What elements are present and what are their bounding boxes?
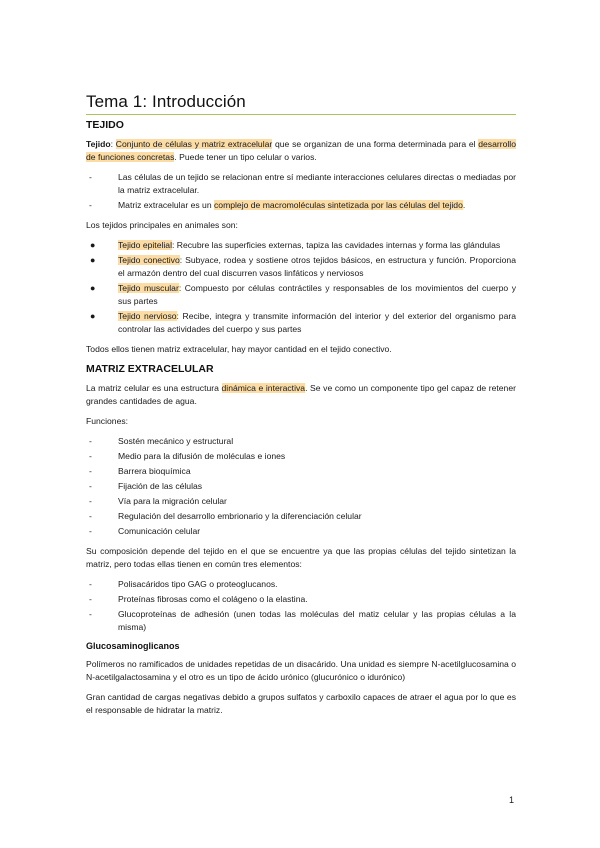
document-page [86,92,516,724]
highlight: complejo de macromoléculas sintetizada por las células del tejido [214,200,463,210]
list-item: - Glucoproteínas de adhesión (unen todas las moléculas del matiz celular y las propias células a la misma) [89,609,516,632]
matriz-intro: La matriz celular es una estructura dinámica e interactiva. Se ve como un componente tipo gel capaz de retener grandes cantidades de agua. [86,383,516,406]
gag-paragraph-2: Gran cantidad de cargas negativas debido a grupos sulfatos y carboxilo capaces de atraer el agua por lo que es el responsable de hidratar la matriz. [86,692,516,715]
list-item: - Las células de un tejido se relacionan entre sí mediante interacciones celulares directas o mediadas por la matriz extracelular. [89,172,516,195]
list-item: - Barrera bioquímica [89,466,191,476]
list-item: ● Tejido muscular: Compuesto por células contráctiles y responsables de los movimientos del cuerpo y sus partes [90,283,517,306]
list-item: - Matriz extracelular es un complejo de macromoléculas sintetizada por las células del tejido. [89,200,466,210]
tissues-closing: Todos ellos tienen matriz extracelular, hay mayor cantidad en el tejido conectivo. [86,344,392,354]
list-item: - Sostén mecánico y estructural [89,436,234,446]
list-item: ● Tejido epitelial: Recubre las superficies externas, tapiza las cavidades internas y forma las glándulas [90,240,501,250]
list-item: - Regulación del desarrollo embrionario y la diferenciación celular [89,511,362,521]
highlight: Tejido muscular [118,283,179,293]
page-number: 1 [508,795,514,805]
elements-list [86,578,516,634]
list-item: ● Tejido conectivo: Subyace, rodea y sostiene otros tejidos básicos, en estructura y función. Proporciona el armazón dentro del cual discurren vasos linfáticos y nerviosos [90,255,516,278]
list-item: - Polisacáridos tipo GAG o proteoglucanos. [89,579,278,589]
subsection-heading-gag: Glucosaminoglicanos [86,641,180,651]
term-tejido: Tejido [86,139,111,149]
gag-paragraph-1: Polímeros no ramificados de unidades repetidas de un disacárido. Una unidad es siempre N-acetilglucosamina o N-acetilgalactosamina y el otro es un tipo de ácido urónico (glucurónico o idurónico) [86,659,516,682]
highlight: Tejido conectivo [118,255,180,265]
functions-label: Funciones: [86,416,129,426]
list-item: - Medio para la difusión de moléculas e iones [89,451,286,461]
tissues-intro: Los tejidos principales en animales son: [86,220,238,230]
highlight: dinámica e interactiva [221,383,306,393]
list-item: ● Tejido nervioso: Recibe, integra y transmite información del interior y del exterior del organismo para controlar las actividades del cuerpo y sus partes [90,311,516,334]
highlight: Tejido nervioso [118,311,177,321]
highlight: Tejido epitelial [118,240,172,250]
highlight: desarrollo de funciones concretas [86,139,516,162]
tejido-definition: Tejido: Conjunto de células y matriz extracelular que se organizan de una forma determinada para el desarrollo de funciones concretas. Puede tener un tipo celular o varios. [86,139,516,162]
list-item: - Fijación de las células [89,481,203,491]
composition-text: Su composición depende del tejido en el que se encuentre ya que las propias células del tejido sintetizan la matriz, pero todas ellas tienen en común tres elementos: [86,546,516,569]
list-item: - Vía para la migración celular [89,496,227,506]
highlight: Conjunto de células y matriz extracelular [115,139,273,149]
list-item: - Comunicación celular [89,526,201,536]
page-title: Tema 1: Introducción [86,92,516,115]
list-item: - Proteínas fibrosas como el colágeno o la elastina. [89,594,308,604]
section-heading-matriz: MATRIZ EXTRACELULAR [86,363,214,375]
functions-list [86,435,516,538]
section-heading-tejido: TEJIDO [86,119,124,131]
tissue-types-list [86,239,516,336]
tejido-dash-list [86,171,516,212]
